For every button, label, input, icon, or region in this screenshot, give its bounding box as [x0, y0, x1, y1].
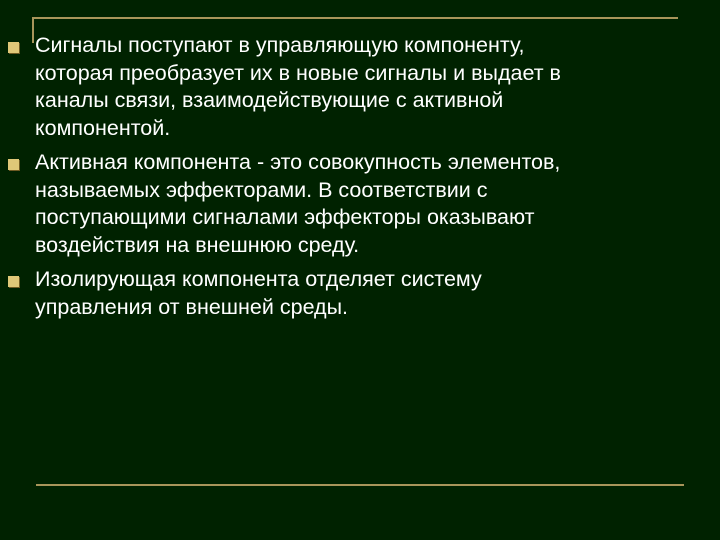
bullet-item — [8, 149, 698, 259]
bullet-item — [8, 32, 698, 142]
bullet-text: Изолирующая компонента отделяет систему управления от внешней среды. — [35, 267, 482, 319]
bullet-list — [8, 32, 698, 328]
bottom-decorative-line — [36, 484, 684, 486]
square-bullet-icon — [8, 276, 19, 287]
top-decorative-line — [32, 17, 678, 19]
bullet-item — [8, 266, 698, 321]
square-bullet-icon — [8, 42, 19, 53]
bullet-text: Активная компонента - это совокупность элементов, называемых эффекторами. В соответствии с поступающими сигналами эффекторы оказывают воздействия на внешнюю среду. — [35, 150, 561, 257]
square-bullet-icon — [8, 159, 19, 170]
bullet-text: Сигналы поступают в управляющую компоненту, которая преобразует их в новые сигналы и выдает в каналы связи, взаимодействующие с активной компонентой. — [35, 33, 561, 140]
